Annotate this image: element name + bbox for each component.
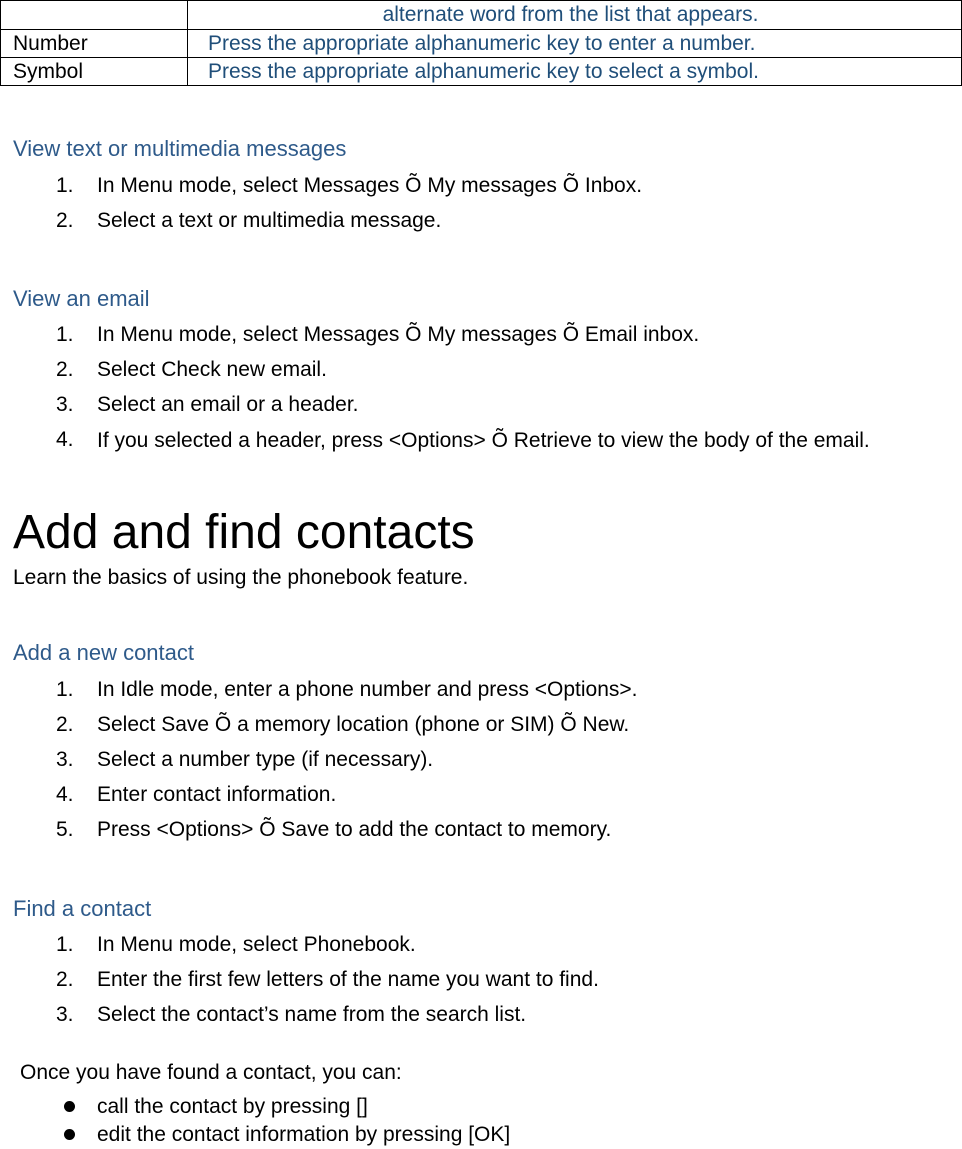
once-found-text: Once you have found a contact, you can: — [20, 1061, 402, 1084]
list-item — [0, 677, 962, 702]
step-text: In Menu mode, select Messages Õ My messages Õ Inbox. — [97, 174, 643, 197]
mode-cell: Number — [1, 30, 188, 58]
bullet-text: call the contact by pressing [] — [97, 1095, 368, 1118]
mode-cell — [1, 1, 188, 30]
step-text: In Menu mode, select Messages Õ My messages Õ Email inbox. — [97, 323, 700, 346]
list-item — [0, 967, 962, 992]
section-heading-view-email: View an email — [13, 286, 150, 311]
mode-description-cell: Press the appropriate alphanumeric key to enter a number. — [188, 30, 962, 58]
step-number: 1. — [56, 174, 74, 197]
step-text: Press <Options> Õ Save to add the contact to memory. — [97, 818, 612, 841]
section-heading-find-contact: Find a contact — [13, 896, 152, 921]
list-item — [0, 712, 962, 737]
step-number: 2. — [56, 358, 74, 381]
step-number: 2. — [56, 209, 74, 232]
table-row — [1, 1, 962, 30]
contact-actions-list — [0, 1093, 510, 1149]
section-heading-add-contact: Add a new contact — [13, 640, 195, 665]
mode-description-cell: alternate word from the list that appears. — [188, 1, 962, 30]
bullet-icon — [64, 1129, 75, 1140]
step-text: In Menu mode, select Phonebook. — [97, 933, 416, 956]
step-number: 3. — [56, 748, 74, 771]
list-item — [0, 1002, 962, 1027]
text-input-mode-table — [0, 0, 962, 86]
list-item — [0, 782, 962, 807]
list-item — [0, 1121, 510, 1149]
bullet-icon — [64, 1101, 75, 1112]
bullet-text: edit the contact information by pressing [OK] — [97, 1123, 511, 1146]
list-item — [0, 932, 962, 957]
section-heading-view-messages: View text or multimedia messages — [13, 136, 347, 161]
list-item — [0, 357, 962, 382]
step-text: Select a number type (if necessary). — [97, 748, 434, 771]
table-row — [1, 30, 962, 58]
view-messages-steps — [0, 173, 962, 243]
list-item — [0, 173, 962, 198]
step-number: 4. — [56, 428, 74, 451]
step-text: Enter contact information. — [97, 783, 337, 806]
step-number: 4. — [56, 783, 74, 806]
step-text: Select Save Õ a memory location (phone or SIM) Õ New. — [97, 713, 630, 736]
step-number: 2. — [56, 713, 74, 736]
step-text: Select a text or multimedia message. — [97, 209, 442, 232]
mode-description-cell: Press the appropriate alphanumeric key to select a symbol. — [188, 58, 962, 86]
step-number: 1. — [56, 933, 74, 956]
mode-cell: Symbol — [1, 58, 188, 86]
page-title: Add and find contacts — [13, 506, 475, 559]
step-text: If you selected a header, press <Options> Õ Retrieve to view the body of the email. — [97, 429, 870, 452]
step-number: 1. — [56, 678, 74, 701]
step-text: Select Check new email. — [97, 358, 327, 381]
step-number: 2. — [56, 968, 74, 991]
view-email-steps — [0, 322, 962, 455]
step-text: In Idle mode, enter a phone number and press <Options>. — [97, 678, 638, 701]
list-item — [0, 427, 962, 455]
step-text: Select the contact’s name from the search list. — [97, 1003, 527, 1026]
list-item — [0, 322, 962, 347]
step-number: 5. — [56, 818, 74, 841]
add-contact-steps — [0, 677, 962, 852]
list-item — [0, 747, 962, 772]
intro-text: Learn the basics of using the phonebook feature. — [13, 566, 469, 589]
list-item — [0, 208, 962, 233]
step-text: Enter the first few letters of the name you want to find. — [97, 968, 599, 991]
step-number: 3. — [56, 1003, 74, 1026]
list-item — [0, 817, 962, 842]
list-item — [0, 1093, 510, 1121]
find-contact-steps — [0, 932, 962, 1037]
step-number: 1. — [56, 323, 74, 346]
step-number: 3. — [56, 393, 74, 416]
table-row — [1, 58, 962, 86]
list-item — [0, 392, 962, 417]
step-text: Select an email or a header. — [97, 393, 359, 416]
